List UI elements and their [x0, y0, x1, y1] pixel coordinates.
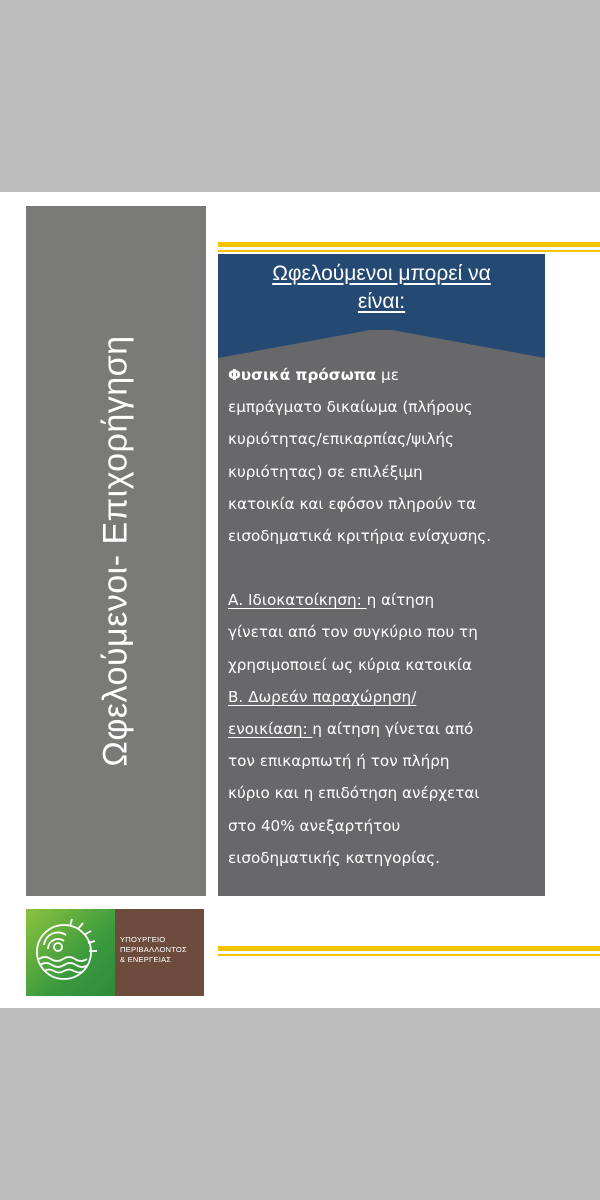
item-b-line-3: τον επικαρπωτή ή τον πλήρη	[228, 752, 450, 771]
header-line-1: Ωφελούμενοι μπορεί να	[272, 262, 491, 285]
intro-bold: Φυσικά πρόσωπα	[228, 366, 377, 384]
top-letterbox-band	[0, 0, 600, 192]
logo-line-1: ΥΠΟΥΡΓΕΙΟ	[120, 935, 166, 944]
intro-line-2: εμπράγματο δικαίωμα (πλήρους	[228, 398, 473, 417]
item-b-label-2: ενοικίαση:	[228, 720, 313, 739]
item-b-line-1	[228, 681, 543, 713]
intro-line-5: κατοικία και εφόσον πληρούν τα	[228, 494, 477, 513]
intro-line-4: κυριότητας) σε επιλέξιμη	[228, 462, 423, 481]
item-b-line-4: κύριο και η επιδότηση ανέρχεται	[228, 784, 480, 803]
logo-text-panel	[115, 909, 204, 996]
item-a-line-2: γίνεται από τον συγκύριο που τη	[228, 623, 478, 642]
content-body	[228, 359, 543, 874]
item-b-line-5: στο 40% ανεξαρτήτου	[228, 816, 401, 835]
item-a-line-1: Α. Ιδιοκατοίκηση: η αίτηση	[228, 591, 435, 610]
bottom-accent-rule	[218, 946, 600, 956]
header-line-2: είναι:	[357, 290, 406, 313]
slide	[0, 192, 600, 1008]
bottom-letterbox-band	[0, 1008, 600, 1200]
intro-line-1: Φυσικά πρόσωπα με	[228, 366, 399, 384]
intro-line-3: κυριότητας/επικαρπίας/ψιλής	[228, 430, 454, 449]
side-title: Ωφελούμενοι- Επιχορήγηση	[96, 335, 135, 767]
logo-text	[120, 935, 202, 965]
ministry-emblem-icon	[26, 909, 115, 996]
ministry-logo	[26, 909, 204, 996]
top-accent-rule	[218, 242, 600, 252]
item-b-line-6: εισοδηματικής κατηγορίας.	[228, 848, 441, 867]
header-chevron	[218, 328, 545, 358]
logo-emblem-panel	[26, 909, 115, 996]
logo-line-2: ΠΕΡΙΒΑΛΛΟΝΤΟΣ	[120, 945, 187, 954]
item-a-line-3: χρησιμοποιεί ως κύρια κατοικία	[228, 655, 472, 674]
side-panel	[26, 206, 206, 896]
content-header	[218, 254, 545, 330]
item-b-label-1: Β. Δωρεάν παραχώρηση/	[228, 687, 417, 706]
logo-line-3: & ΕΝΕΡΓΕΙΑΣ	[120, 955, 172, 964]
item-a-label: Α. Ιδιοκατοίκηση:	[228, 591, 367, 610]
item-b-line-2: ενοικίαση: η αίτηση γίνεται από	[228, 720, 474, 739]
content-box	[218, 254, 545, 896]
content-header-title	[218, 260, 545, 316]
intro-line-6: εισοδηματικά κριτήρια ενίσχυσης.	[228, 527, 492, 546]
